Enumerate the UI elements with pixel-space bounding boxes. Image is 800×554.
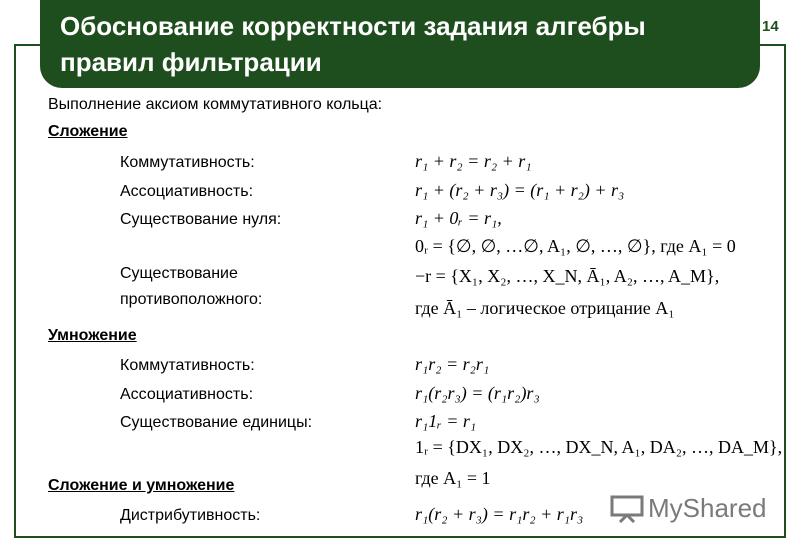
slide-title: Обоснование корректности задания алгебры правил фильтрации	[60, 11, 646, 77]
addition-zero-label: Существование нуля:	[120, 211, 282, 228]
multiplication-unit-formula: r₁1ᵣ = r₁	[415, 411, 477, 431]
addition-inverse-label-1: Существование	[120, 265, 238, 282]
addition-inverse-note: где Ā₁ – логическое отрицание A₁	[415, 298, 675, 318]
slide-number: 14	[762, 18, 779, 35]
distributivity-formula: r₁(r₂ + r₃) = r₁r₂ + r₁r₃	[415, 504, 584, 524]
multiplication-commutativity-label: Коммутативность:	[120, 357, 255, 374]
presentation-board-icon	[610, 495, 644, 523]
watermark-text: MyShared	[648, 493, 767, 523]
addition-zero-definition: 0ᵣ = {∅, ∅, …∅, A₁, ∅, …, ∅}, где A₁ = 0	[415, 236, 736, 256]
addition-inverse-label-2: противоположного:	[120, 291, 263, 308]
multiplication-associativity-label: Ассоциативность:	[120, 386, 254, 403]
watermark	[610, 493, 767, 524]
addition-inverse-formula: −r = {X₁, X₂, …, X_N, Ā₁, A₂, …, A_M},	[415, 266, 720, 286]
addition-associativity-formula: r₁ + (r₂ + r₃) = (r₁ + r₂) + r₃	[415, 180, 625, 200]
addition-zero-formula: r₁ + 0ᵣ = r₁,	[415, 208, 502, 228]
distributivity-label: Дистрибутивность:	[120, 507, 261, 524]
addition-commutativity-formula: r₁ + r₂ = r₂ + r₁	[415, 151, 532, 171]
section-multiplication-heading: Умножение	[48, 327, 137, 344]
multiplication-associativity-formula: r₁(r₂r₃) = (r₁r₂)r₃	[415, 383, 540, 403]
intro-text: Выполнение аксиом коммутативного кольца:	[48, 96, 383, 113]
multiplication-commutativity-formula: r₁r₂ = r₂r₁	[415, 354, 490, 374]
section-addition-heading: Сложение	[48, 123, 128, 140]
addition-associativity-label: Ассоциативность:	[120, 183, 254, 200]
addition-commutativity-label: Коммутативность:	[120, 154, 255, 171]
multiplication-unit-note: где A₁ = 1	[415, 468, 491, 488]
multiplication-unit-label: Существование единицы:	[120, 414, 313, 431]
multiplication-unit-definition: 1ᵣ = {DX₁, DX₂, …, DX_N, A₁, DA₂, …, DA_M},	[415, 437, 783, 457]
section-combined-heading: Сложение и умножение	[48, 477, 235, 494]
